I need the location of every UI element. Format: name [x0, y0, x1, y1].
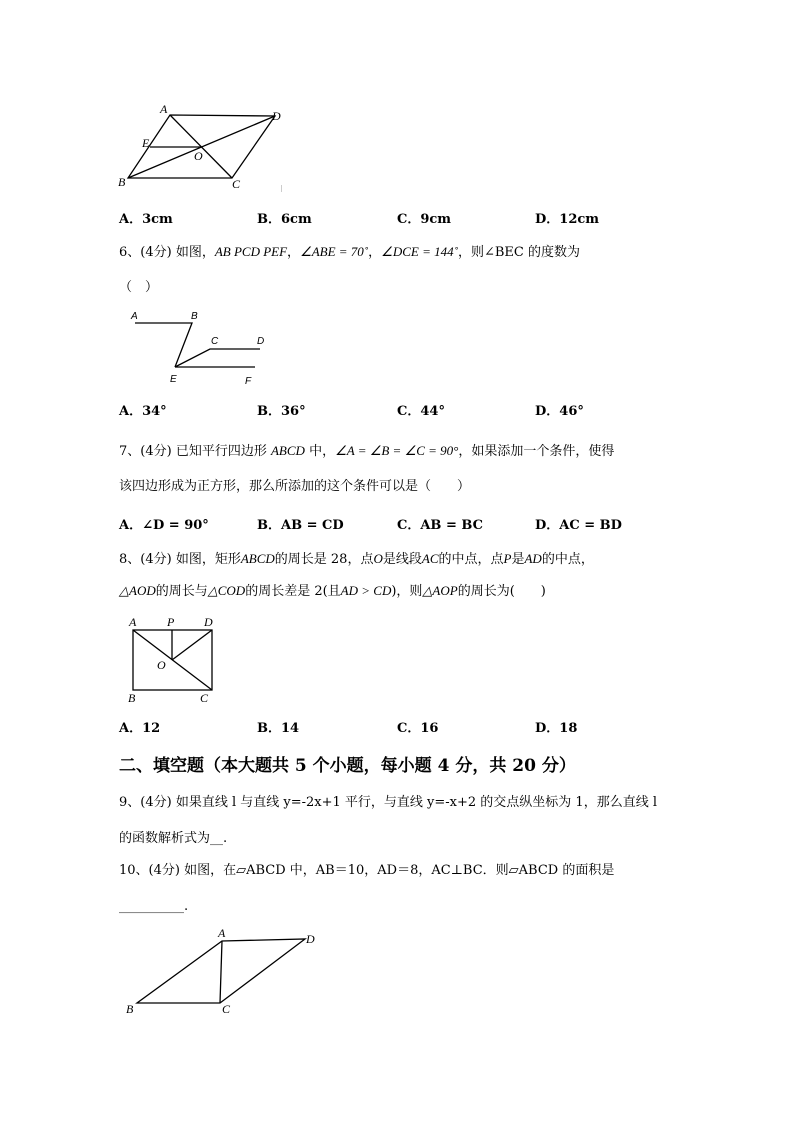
q6-expr-dce: ∠DCE = 144˚ [381, 244, 458, 259]
label-f: F [245, 376, 252, 387]
q7-angles: ∠A = ∠B = ∠C = 90° [335, 443, 459, 458]
q6-number: 6、(4分) 如图， [119, 245, 215, 260]
q7-stem-line1 [119, 443, 614, 460]
q8-ac: AC [421, 551, 439, 566]
figure-q5-parallelogram [110, 100, 300, 195]
q8-text-i: 是 [511, 552, 525, 567]
q8-p: P [503, 551, 512, 566]
q7-option-c[interactable]: C．AB = BC [397, 518, 483, 533]
label-b: B [191, 311, 198, 322]
q10-stem-line1: 10、(4分) 如图，在▱ABCD 中，AB＝10，AD＝8，AC⊥BC．则▱ABCD 的面积是 [119, 863, 615, 878]
q8-stem-line1 [119, 551, 594, 568]
figure-q8-rectangle [122, 612, 227, 707]
q8-text-c: 的周长是 28，点 [274, 552, 374, 567]
q9-stem-line2: 的函数解析式为__. [119, 831, 228, 846]
q8-ad: AD [524, 551, 542, 566]
q8-o: O [373, 551, 383, 566]
label-p: P [167, 615, 175, 629]
label-a: A [129, 615, 137, 629]
q6-stem-line1 [119, 244, 580, 261]
q8-option-b[interactable]: B．14 [257, 721, 300, 736]
label-a: A [160, 102, 168, 116]
q6-option-a[interactable]: A．34° [119, 404, 167, 419]
q7-option-d[interactable]: D．AC = BD [535, 518, 622, 533]
q8-abcd: ABCD [240, 551, 275, 566]
q8-option-a[interactable]: A．12 [119, 721, 161, 736]
q6-option-c[interactable]: C．44° [397, 404, 445, 419]
label-d: D [272, 109, 281, 123]
q8-triangle-aop: △AOP [422, 583, 458, 598]
q8-text-e: 是线段 [382, 552, 422, 567]
label-c: C [211, 336, 219, 347]
q5-option-a[interactable]: A．3cm [119, 212, 173, 227]
fig-q5-dot [281, 185, 282, 192]
label-d: D [257, 336, 265, 347]
q6-answer-paren: （ ） [119, 280, 159, 295]
section-heading-fill-in: 二、填空题（本大题共 5 个小题，每小题 4 分，共 20 分） [119, 756, 576, 776]
label-c: C [222, 1002, 231, 1016]
q6-sep1: ， [287, 245, 301, 260]
q8-option-d[interactable]: D．18 [535, 721, 578, 736]
label-a: A [131, 311, 138, 322]
q8-text-g: 的中点，点 [438, 552, 504, 567]
q8-text-2b: 的周长与 [155, 584, 208, 599]
q5-option-d[interactable]: D．12cm [535, 212, 600, 227]
label-o: O [157, 658, 166, 672]
label-b: B [118, 175, 126, 189]
line-ab-be [135, 323, 192, 367]
q7-tail: ，如果添加一个条件，使得 [458, 444, 615, 459]
label-o: O [194, 149, 203, 163]
q7-abcd: ABCD [270, 443, 305, 458]
q6-option-d[interactable]: D．46° [535, 404, 584, 419]
q8-triangle-cod: △COD [207, 583, 246, 598]
q6-option-b[interactable]: B．36° [257, 404, 306, 419]
q7-option-a[interactable]: A．∠D = 90° [119, 518, 209, 533]
q8-stem-line2 [119, 583, 546, 600]
q8-text-2h: 的周长为( ) [457, 584, 546, 599]
segment-ac [220, 941, 222, 1003]
q6-sep2: ， [368, 245, 382, 260]
q8-triangle-aod: △AOD [119, 583, 156, 598]
q9-stem-line1: 9、(4分) 如果直线 l 与直线 y=-2x+1 平行，与直线 y=-x+2 的交点纵坐标为 1，那么直线 l [119, 795, 657, 810]
q8-text-a: 8、(4分) 如图，矩形 [119, 552, 241, 567]
q7-zhong: 中， [309, 444, 336, 459]
label-b: B [128, 691, 136, 705]
line-ec-cd [175, 349, 260, 367]
label-c: C [200, 691, 209, 705]
q6-expr-parallel: AB PCD PEF [214, 244, 288, 259]
q8-text-2d: 的周长差是 2(且 [245, 584, 341, 599]
label-d: D [306, 932, 315, 946]
figure-q10-parallelogram [120, 925, 330, 1020]
q5-option-c[interactable]: C．9cm [397, 212, 452, 227]
q7-number: 7、(4分) 已知平行四边形 [119, 444, 267, 459]
label-d: D [204, 615, 213, 629]
q6-expr-abe: ∠ABE = 70˚ [300, 244, 369, 259]
label-e: E [170, 374, 177, 385]
q7-stem-line2: 该四边形成为正方形，那么所添加的这个条件可以是（ ） [119, 479, 471, 494]
label-e: E [142, 136, 150, 150]
figure-q6-parallel-lines [125, 305, 275, 390]
label-b: B [126, 1002, 134, 1016]
q8-option-c[interactable]: C．16 [397, 721, 439, 736]
q6-tail: ，则∠BEC 的度数为 [457, 245, 580, 260]
q5-option-b[interactable]: B．6cm [257, 212, 312, 227]
label-c: C [232, 177, 241, 191]
label-a: A [218, 926, 226, 940]
q7-option-b[interactable]: B．AB = CD [257, 518, 344, 533]
segment-od [172, 630, 212, 660]
q8-condition: AD > CD [340, 583, 392, 598]
q8-text-k: 的中点， [541, 552, 594, 567]
q10-answer-blank: __________. [119, 899, 189, 914]
q8-text-2f: )，则 [391, 584, 423, 599]
